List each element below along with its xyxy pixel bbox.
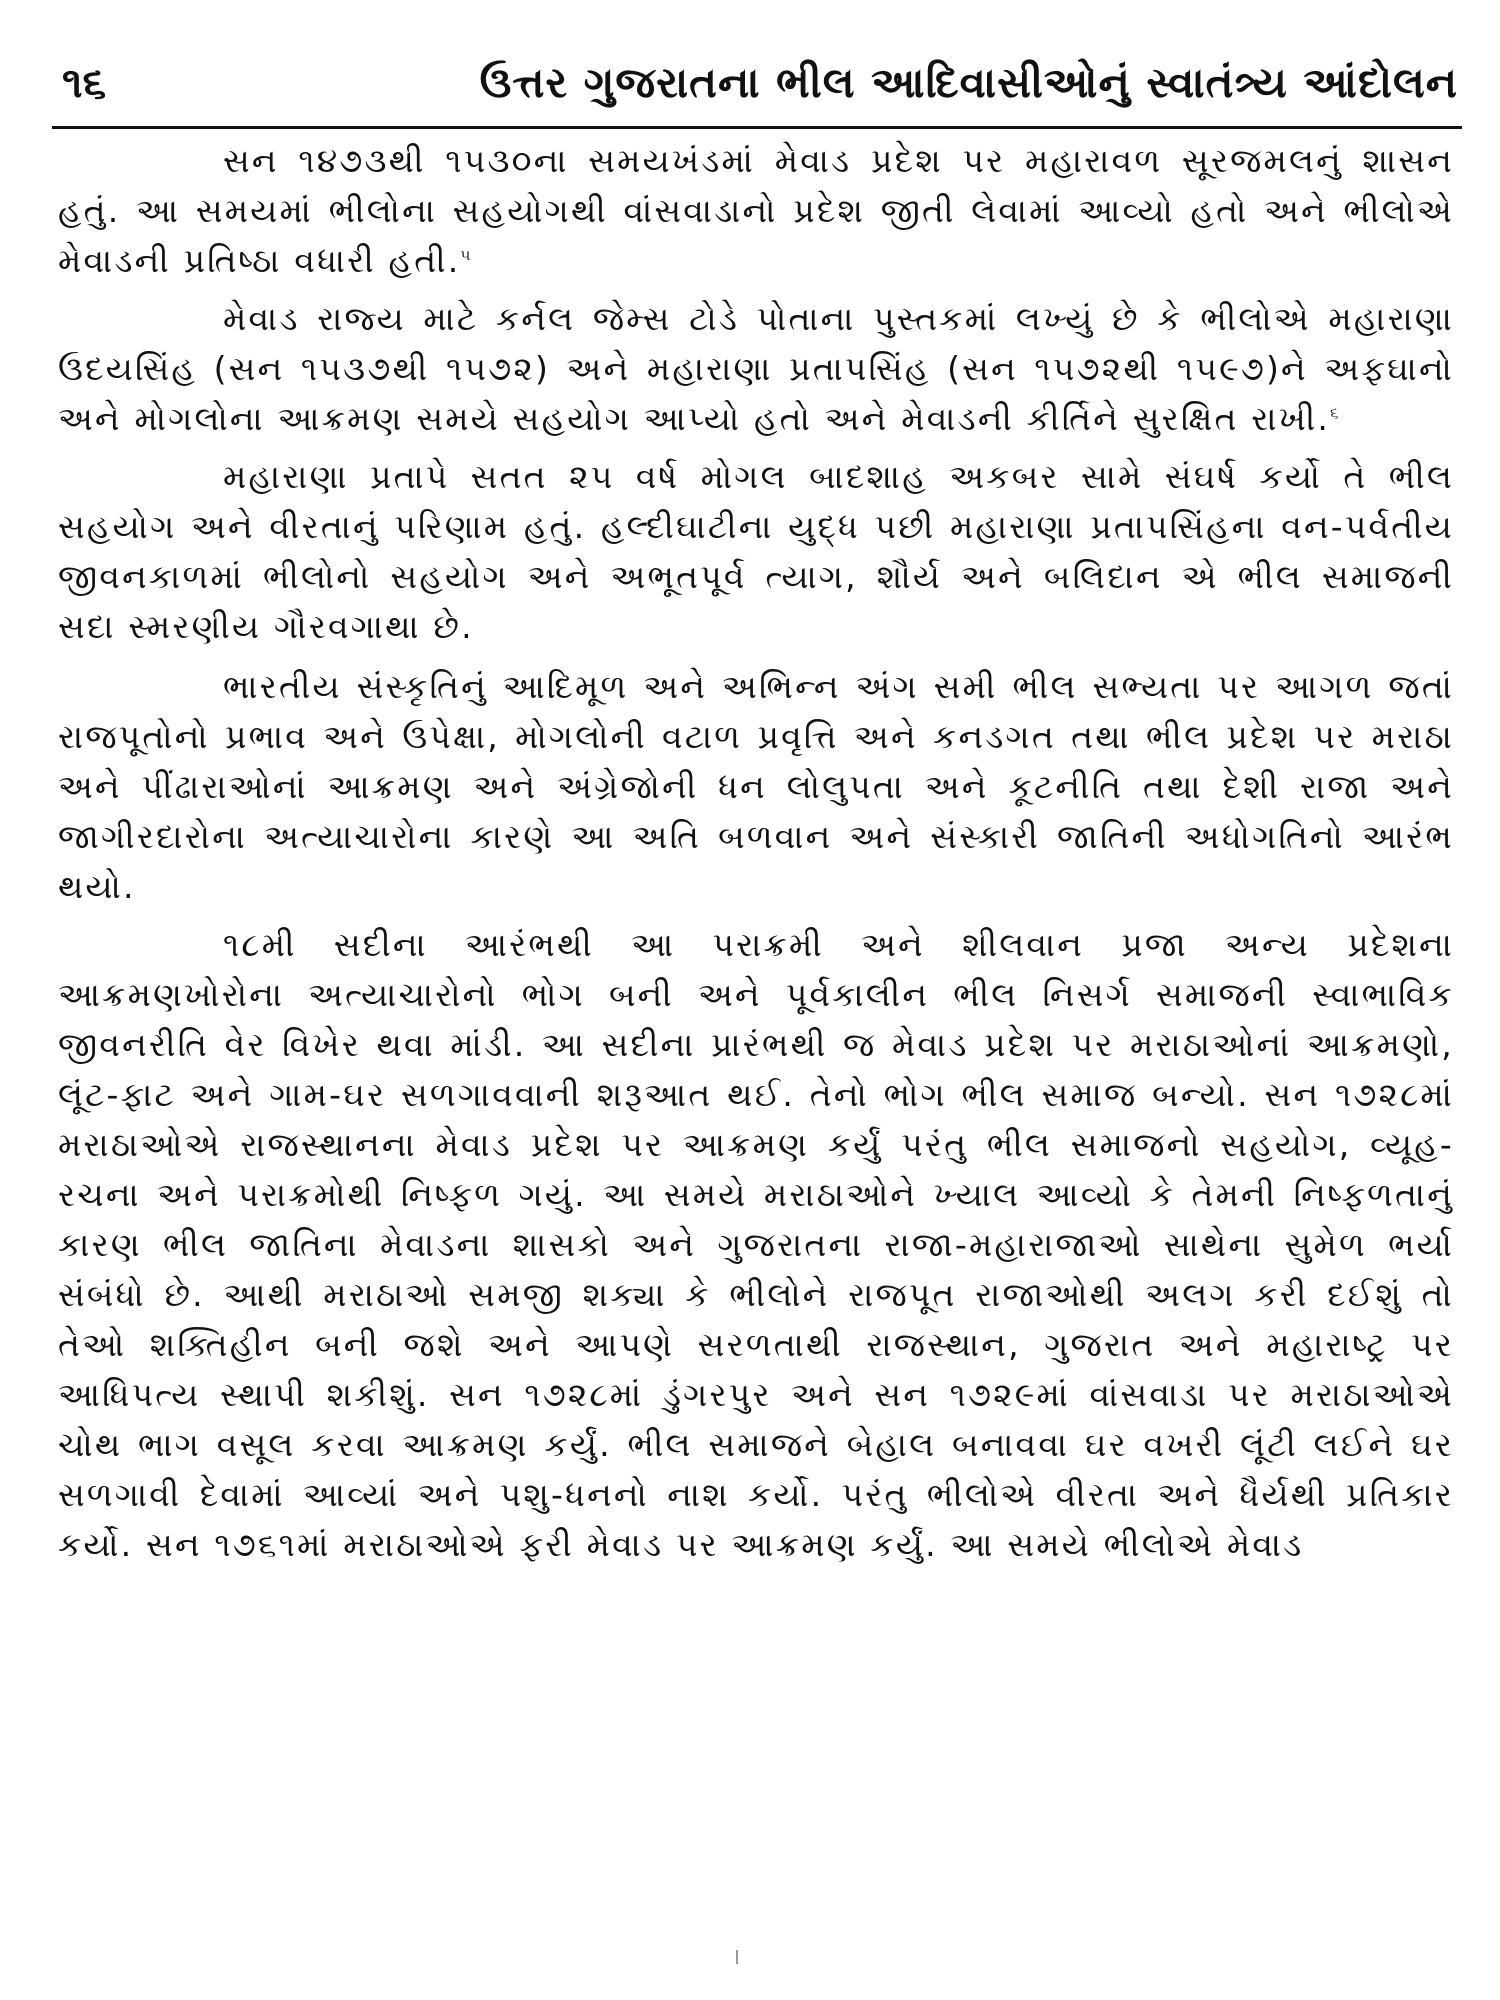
bottom-mark bbox=[736, 1950, 738, 1964]
running-title: ઉત્તર ગુજરાતના ભીલ આદિવાસીઓનું સ્વાતંત્ર્ય આંદોલન bbox=[479, 58, 1458, 107]
paragraph-text: સન ૧૪૭૩થી ૧૫૩૦ના સમયખંડમાં મેવાડ પ્રદેશ પર મહારાવળ સૂરજમલનું શાસન હતું. આ સમયમાં ભીલોના સહયોગથી વાંસવાડાનો પ્રદેશ જીતી લેવામાં આવ્યો હતો અને ભીલોએ મેવાડની પ્રતિષ્ઠા વધારી હતી. bbox=[58, 141, 1454, 280]
paragraph-text: ૧૮મી સદીના આરંભથી આ પરાક્રમી અને શીલવાન પ્રજા અન્ય પ્રદેશના આક્રમણખોરોના અત્યાચારોનો ભોગ બની અને પૂર્વકાલીન ભીલ નિસર્ગ સમાજની સ્વાભાવિક જીવનરીતિ વેર વિખેર થવા માંડી. આ સદીના પ્રારંભથી જ મેવાડ પ્રદેશ પર મરાઠાઓનાં આક્રમણો, લૂંટ-ફાટ અને ગામ-ઘર સળગાવવાની શરૂઆત થઈ. તેનો ભોગ ભીલ સમાજ બન્યો. સન ૧૭૨૮માં મરાઠાઓએ રાજસ્થાનના મેવાડ પ્રદેશ પર આક્રમણ કર્યું પરંતુ ભીલ સમાજનો સહયોગ, વ્યૂહ-રચના અને પરાક્રમોથી નિષ્ફળ ગયું. આ સમયે મરાઠાઓને ખ્યાલ આવ્યો કે તેમની નિષ્ફળતાનું કારણ ભીલ જાતિના મેવાડના શાસકો અને ગુજરાતના રાજા-મહારાજાઓ સાથેના સુમેળ ભર્યા સંબંધો છે. આથી મરાઠાઓ સમજી શક્યા કે ભીલોને રાજપૂત રાજાઓથી અલગ કરી દઈશું તો તેઓ શક્તિહીન બની જશે અને આપણે સરળતાથી રાજસ્થાન, ગુજરાત અને મહારાષ્ટ્ર પર આધિપત્ય સ્થાપી શકીશું. સન ૧૭૨૮માં ડુંગરપુર અને સન ૧૭૨૯માં વાંસવાડા પર મરાઠાઓએ ચોથ ભાગ વસૂલ કરવા આક્રમણ કર્યું. ભીલ સમાજને બેહાલ બનાવવા ઘર વખરી લૂંટી લઈને ઘર સળગાવી દેવામાં આવ્યાં અને પશુ-ધનનો નાશ કર્યો. પરંતુ ભીલોએ વીરતા અને ધૈર્યથી પ્રતિકાર કર્યો. સન ૧૭૬૧માં મરાઠાઓએ ફરી મેવાડ પર આક્રમણ કર્યું. આ સમયે ભીલોએ મેવાડ bbox=[58, 925, 1454, 1564]
paragraph bbox=[58, 920, 1454, 1570]
footnote-marker: ૬ bbox=[1330, 404, 1341, 422]
paragraph bbox=[58, 452, 1454, 652]
paragraph-text: મેવાડ રાજ્ય માટે કર્નલ જેમ્સ ટોડે પોતાના પુસ્તકમાં લખ્યું છે કે ભીલોએ મહારાણા ઉદયસિંહ (સન ૧૫૩૭થી ૧૫૭૨) અને મહારાણા પ્રતાપસિંહ (સન ૧૫૭૨થી ૧૫૯૭)ને અફઘાનો અને મોગલોના આક્રમણ સમયે સહયોગ આપ્યો હતો અને મેવાડની કીર્તિને સુરક્ષિત રાખી. bbox=[58, 299, 1454, 438]
paragraph-text: મહારાણા પ્રતાપે સતત ૨૫ વર્ષ મોગલ બાદશાહ અકબર સામે સંઘર્ષ કર્યો તે ભીલ સહયોગ અને વીરતાનું પરિણામ હતું. હલ્દીઘાટીના યુદ્ધ પછી મહારાણા પ્રતાપસિંહના વન-પર્વતીય જીવનકાળમાં ભીલોનો સહયોગ અને અભૂતપૂર્વ ત્યાગ, શૌર્ય અને બલિદાન એ ભીલ સમાજની સદા સ્મરણીય ગૌરવગાથા છે. bbox=[58, 457, 1454, 646]
paragraph bbox=[58, 662, 1454, 912]
paragraph bbox=[58, 294, 1454, 444]
paragraph-text: ભારતીય સંસ્કૃતિનું આદિમૂળ અને અભિન્ન અંગ સમી ભીલ સભ્યતા પર આગળ જતાં રાજપૂતોનો પ્રભાવ અને ઉપેક્ષા, મોગલોની વટાળ પ્રવૃત્તિ અને કનડગત તથા ભીલ પ્રદેશ પર મરાઠા અને પીંઢારાઓનાં આક્રમણ અને અંગ્રેજોની ધન લોલુપતા અને કૂટનીતિ તથા દેશી રાજા અને જાગીરદારોના અત્યાચારોના કારણે આ અતિ બળવાન અને સંસ્કારી જાતિની અધોગતિનો આરંભ થયો. bbox=[58, 667, 1454, 906]
page-number: ૧૬ bbox=[62, 58, 107, 107]
running-header bbox=[62, 58, 1458, 128]
header-rule bbox=[52, 126, 1462, 129]
paragraph bbox=[58, 136, 1454, 286]
body-text bbox=[58, 136, 1454, 1578]
footnote-marker: ૫ bbox=[460, 246, 473, 264]
